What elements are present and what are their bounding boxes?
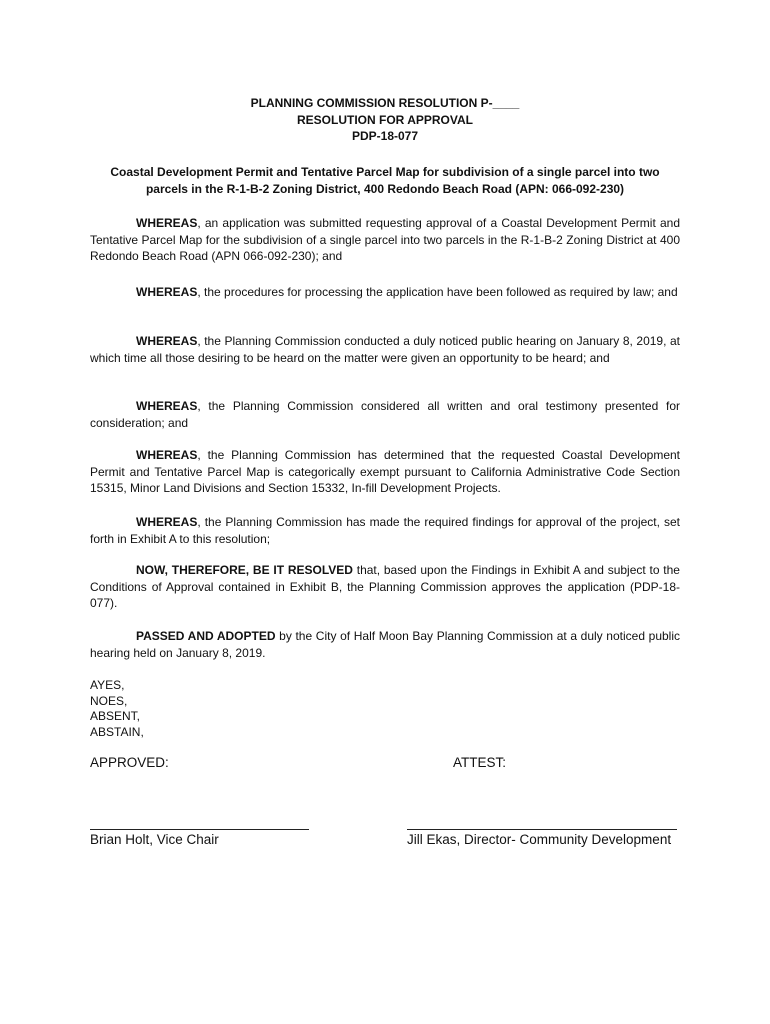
resolution-header <box>0 95 770 145</box>
paragraph-text: by the City of Half Moon Bay Planning Commission at a duly noticed public hearing held on January 8, 2019. <box>90 629 680 660</box>
whereas-paragraph-hearing <box>90 333 680 366</box>
paragraph-lead: WHEREAS <box>136 334 198 348</box>
attest-label: ATTEST: <box>453 755 507 770</box>
paragraph-text: , an application was submitted requesting approval of a Coastal Development Permit and Tentative Parcel Map for the subdivision of a single parcel into two parcels in the R-1-B-2 Zoning District at 400 Redondo Beach Road (APN 066-092-230); and <box>90 216 680 263</box>
project-number: PDP-18-077 <box>351 129 419 143</box>
paragraph-text: , the Planning Commission has made the required findings for approval of the project, set forth in Exhibit A to this resolution; <box>90 515 680 546</box>
paragraph-lead: WHEREAS <box>136 515 198 529</box>
paragraph-text: , the procedures for processing the application have been followed as required by law; and <box>197 285 678 299</box>
resolution-number: PLANNING COMMISSION RESOLUTION P-____ <box>250 96 520 110</box>
resolution-subject <box>90 164 680 197</box>
approved-label: APPROVED: <box>90 755 169 770</box>
paragraph-lead: WHEREAS <box>136 285 198 299</box>
paragraph-lead: NOW, THEREFORE, BE IT RESOLVED <box>136 563 353 577</box>
subject-line-1: Coastal Development Permit and Tentative Parcel Map for subdivision of a single parcel into two <box>110 165 660 179</box>
paragraph-text: , the Planning Commission has determined that the requested Coastal Development Permit and Tentative Parcel Map is categorically exempt pursuant to California Administrative Code Section 15315, Minor Land Divisions and Section 15332, In-fill Development Projects. <box>90 448 680 495</box>
vote-absent: ABSENT, <box>90 709 141 723</box>
paragraph-lead: WHEREAS <box>136 216 198 230</box>
resolution-type: RESOLUTION FOR APPROVAL <box>296 112 473 127</box>
approved-signature-line <box>90 829 309 830</box>
vote-noes: NOES, <box>90 693 128 708</box>
passed-adopted-paragraph <box>90 628 680 661</box>
vote-tally <box>90 678 144 740</box>
vote-ayes: AYES, <box>90 678 125 692</box>
attest-signer-name: Jill Ekas, Director- Community Development <box>407 832 672 847</box>
paragraph-text: that, based upon the Findings in Exhibit A and subject to the Conditions of Approval contained in Exhibit B, the Planning Commission approves the application (PDP-18-077). <box>90 563 680 610</box>
whereas-paragraph-testimony <box>90 398 680 431</box>
paragraph-text: , the Planning Commission conducted a duly noticed public hearing on January 8, 2019, at which time all those desiring to be heard on the matter were given an opportunity to be heard; and <box>90 334 680 365</box>
approved-signer-name: Brian Holt, Vice Chair <box>90 832 219 847</box>
whereas-paragraph-findings <box>90 514 680 547</box>
paragraph-lead: WHEREAS <box>136 399 198 413</box>
attest-signature-line <box>407 829 677 830</box>
whereas-paragraph-application <box>90 215 680 265</box>
paragraph-text: , the Planning Commission considered all written and oral testimony presented for consideration; and <box>90 399 680 430</box>
paragraph-lead: WHEREAS <box>136 448 198 462</box>
whereas-paragraph-procedures <box>90 284 680 301</box>
subject-line-2: parcels in the R-1-B-2 Zoning District, 400 Redondo Beach Road (APN: 066-092-230) <box>145 181 625 196</box>
paragraph-lead: PASSED AND ADOPTED <box>136 629 276 643</box>
vote-abstain: ABSTAIN, <box>90 724 144 739</box>
resolved-paragraph <box>90 562 680 612</box>
whereas-paragraph-exemption <box>90 447 680 497</box>
